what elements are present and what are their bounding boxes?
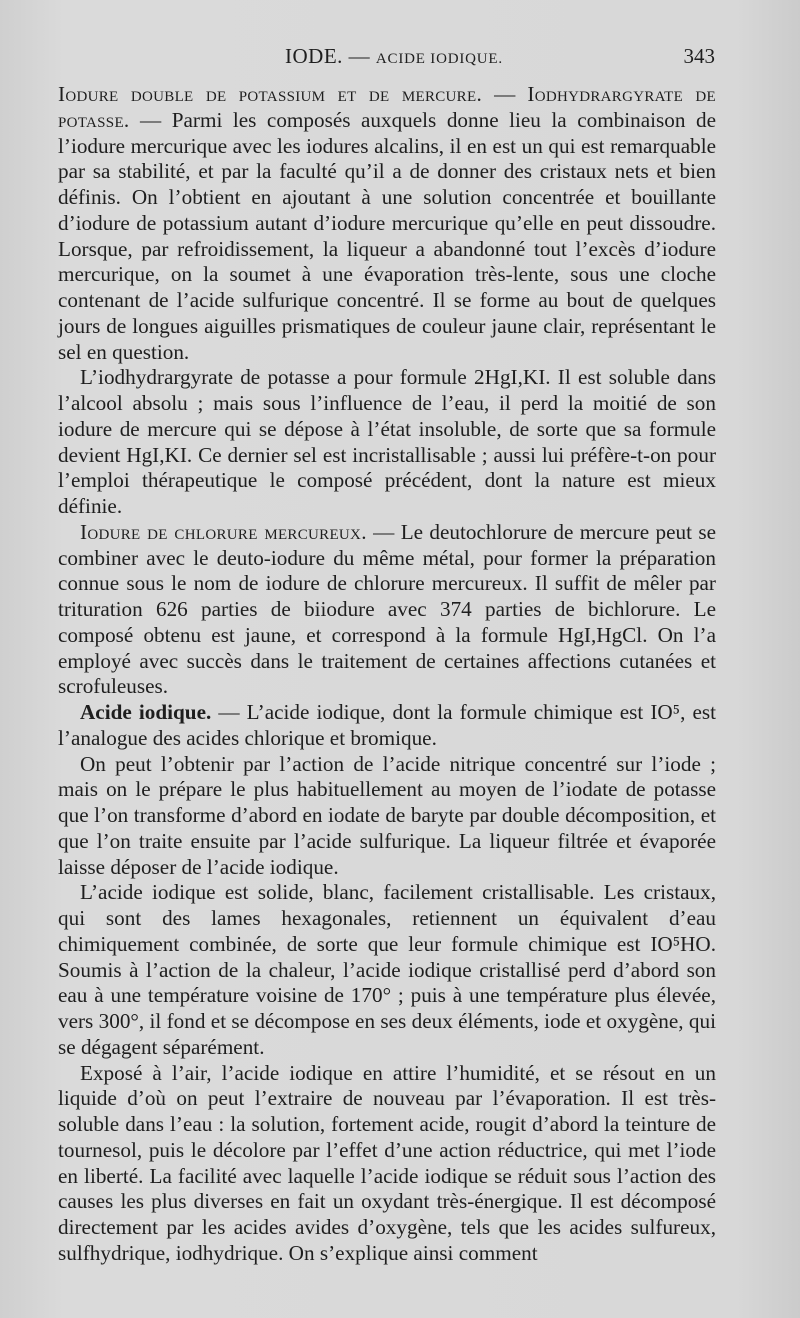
running-head: [285, 44, 503, 69]
heading-separator: —: [482, 82, 528, 106]
section-heading-iodhydrargyrate: Iodhydrargyrate de potasse.: [58, 82, 717, 132]
running-head-main: IODE.: [285, 44, 343, 68]
paragraph-text: — Parmi les composés auxquels donne lieu la combinaison de l’iodure mercurique avec les iodures alcalins, il en est un qui est remarquable par sa stabilité, et par la faculté qu’il a de donner des cristaux nets et bien définis. On l’obtient en ajoutant à une solution concentrée et bouillante d’iodure de potassium autant d’iodure mercurique qu’elle en peut dissoudre. Lorsque, par refroidissement, la liqueur a abandonné tout l’excès d’iodure mercurique, on la soumet à une évaporation très-lente, sous une cloche contenant de l’acide sulfurique concentré. Il se forme au bout de quelques jours de longues aiguilles prismatiques de couleur jaune clair, représentant le sel en question.: [58, 107, 716, 364]
paragraph-acide-iodique: [58, 700, 716, 752]
paragraph-properties: [58, 880, 716, 1060]
running-head-sub: ACIDE IODIQUE.: [375, 51, 503, 67]
section-heading-chlorure-mercureux: Iodure de chlorure mercureux.: [80, 519, 367, 544]
paragraph-air-exposure: [58, 1061, 716, 1267]
paragraph-preparation: [58, 752, 716, 881]
page-body: [58, 82, 716, 1267]
paragraph-formula: [58, 365, 716, 520]
paragraph-text: On peut l’obtenir par l’action de l’acide nitrique concentré sur l’iode ; mais on le prépare le plus habituellement au moyen de l’iodate de potasse que l’on transforme d’abord en iodate de baryte par double décomposition, et que l’on traite ensuite par l’acide sulfurique. La liqueur filtrée et évaporée laisse déposer de l’acide iodique.: [58, 751, 716, 879]
paragraph-iodhydrargyrate: [58, 82, 716, 365]
paragraph-text: Exposé à l’air, l’acide iodique en attire l’humidité, et se résout en un liquide d’où on peut l’extraire de nouveau par l’évaporation. Il est très-soluble dans l’eau : la solution, fortement acide, rougit d’abord la teinture de tournesol, puis le décolore par l’effet d’une action réductrice, qui met l’iode en liberté. La facilité avec laquelle l’acide iodique se réduit sous l’action des causes les plus diverses en fait un oxydant très-énergique. Il est décomposé directement par les acides avides d’oxygène, tels que les acides sulfureux, sulfhydrique, iodhydrique. On s’explique ainsi comment: [58, 1060, 716, 1265]
paragraph-text: L’acide iodique est solide, blanc, facilement cristallisable. Les cristaux, qui sont des lames hexagonales, retiennent un équivalent d’eau chimiquement combinée, de sorte que leur formule chimique est IO⁵HO. Soumis à l’action de la chaleur, l’acide iodique cristallisé perd d’abord son eau à une température voisine de 170° ; puis à une température plus élevée, vers 300°, il fond et se décompose en ses deux éléments, iode et oxygène, qui se dégagent séparément.: [58, 880, 716, 1059]
running-head-dash: —: [342, 44, 376, 68]
section-heading-iodure-double: Iodure double de potassium et de mercure.: [58, 82, 483, 106]
paragraph-chlorure-mercureux: [58, 520, 716, 700]
page-number: 343: [683, 44, 715, 68]
paragraph-text: — Le deutochlorure de mercure peut se combiner avec le deuto-iodure du même métal, pour former la préparation connue sous le nom de iodure de chlorure mercureux. Il suffit de mêler par trituration 626 parties de biiodure avec 374 parties de bichlorure. Le composé obtenu est jaune, et correspond à la formule HgI,HgCl. On l’a employé avec succès dans le traitement de certaines affections cutanées et scrofuleuses.: [58, 519, 716, 699]
paragraph-text: — L’acide iodique, dont la formule chimique est IO⁵, est l’analogue des acides chlorique et bromique.: [58, 700, 716, 750]
section-heading-acide-iodique: Acide iodique.: [80, 700, 212, 724]
paragraph-text: L’iodhydrargyrate de potasse a pour formule 2HgI,KI. Il est soluble dans l’alcool absolu ; mais sous l’influence de l’eau, il perd la moitié de son iodure de mercure qui se dépose à l’état insoluble, de sorte que sa formule devient HgI,KI. Ce dernier sel est incristallisable ; aussi lui préfère-t-on pour l’emploi thérapeutique le composé précédent, dont la nature est mieux définie.: [58, 365, 716, 518]
page-header: [60, 44, 715, 74]
